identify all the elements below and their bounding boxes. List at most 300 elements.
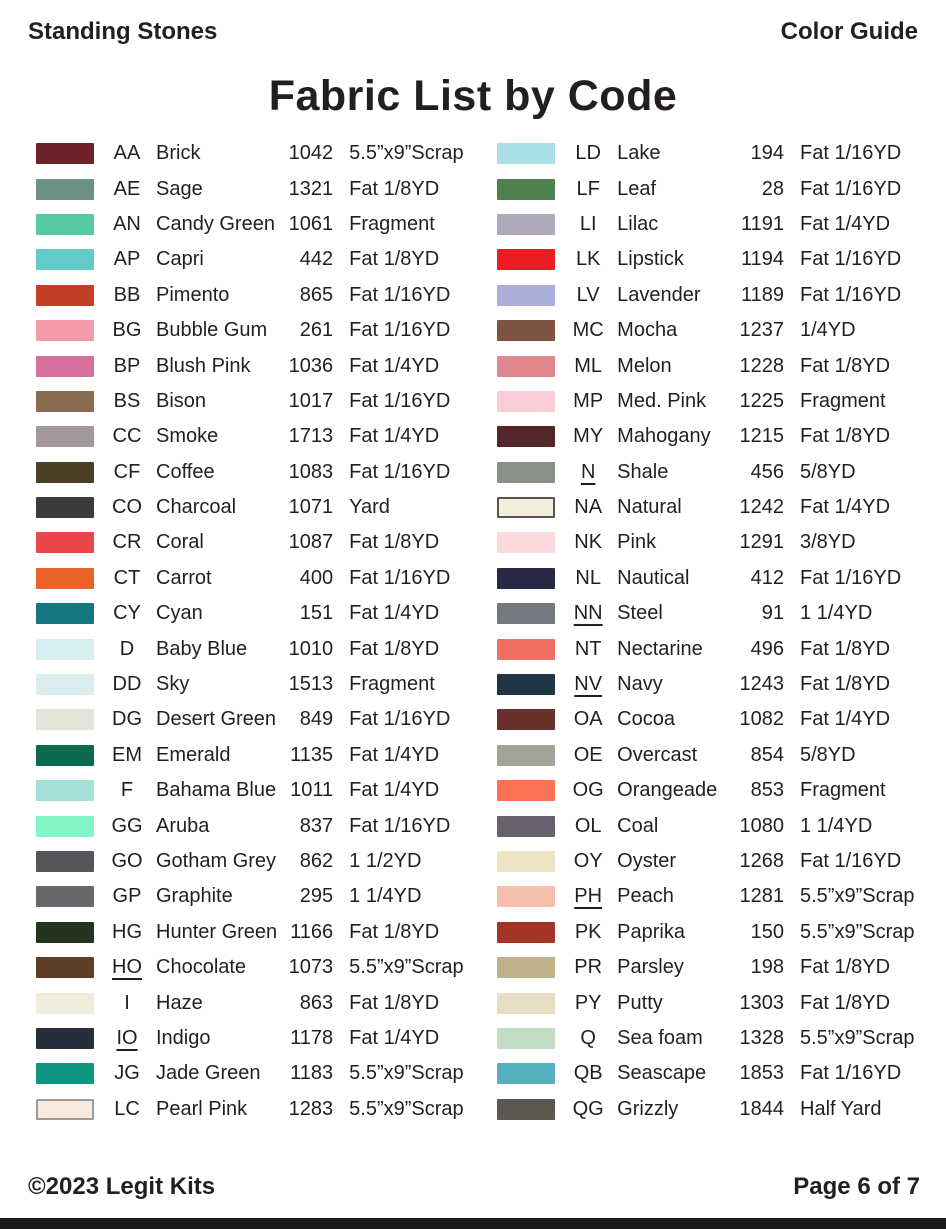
fabric-size: Fat 1/16YD [800,566,902,589]
fabric-size: Fat 1/8YD [800,673,891,696]
fabric-name: Blush Pink [156,354,251,377]
fabric-number: 1303 [739,991,784,1014]
fabric-row [36,879,469,914]
fabric-code: CT [113,566,141,589]
fabric-row [36,950,469,985]
kit-title: Standing Stones [28,18,218,45]
fabric-size: 5.5”x9”Scrap [349,1062,464,1085]
fabric-row [497,348,920,383]
fabric-name: Peach [617,885,674,908]
fabric-code: CO [112,496,142,519]
fabric-row [497,950,920,985]
fabric-number: 1713 [288,425,334,448]
fabric-name: Emerald [156,743,231,766]
color-swatch [36,886,94,907]
fabric-name: Aruba [156,814,210,837]
fabric-code: CC [112,425,142,448]
fabric-number: 1061 [288,212,334,235]
fabric-name: Brick [156,142,201,165]
fabric-row [497,596,920,631]
color-swatch [36,462,94,483]
color-swatch [36,816,94,837]
fabric-number: 1135 [290,743,334,766]
fabric-name: Pearl Pink [156,1097,248,1120]
fabric-size: Fragment [349,212,435,235]
fabric-number: 1291 [739,531,784,554]
fabric-name: Mahogany [617,425,711,448]
fabric-size: Fat 1/8YD [800,354,891,377]
fabric-number: 1215 [739,425,784,448]
fabric-number: 1194 [740,248,784,271]
fabric-name: Orangeade [617,779,718,802]
fabric-number: 1183 [290,1062,334,1085]
color-swatch [36,532,94,553]
page-number: Page 6 of 7 [793,1173,920,1200]
fabric-row [36,171,469,206]
fabric-size: Fat 1/8YD [800,991,891,1014]
fabric-number: 194 [750,142,784,165]
fabric-row [36,136,469,171]
fabric-size: Fat 1/4YD [800,496,891,519]
fabric-size: Fat 1/4YD [349,743,440,766]
fabric-size: Fat 1/16YD [349,460,451,483]
fabric-code: AP [113,248,141,271]
fabric-name: Seascape [617,1062,707,1085]
fabric-name: Steel [617,602,663,625]
fabric-name: Desert Green [156,708,277,731]
fabric-name: Bison [156,389,207,412]
fabric-code: DG [112,708,142,731]
page-title: Fabric List by Code [268,72,678,120]
fabric-code: JG [114,1062,140,1085]
fabric-number: 198 [750,956,784,979]
color-swatch [36,851,94,872]
fabric-number: 1080 [739,814,784,837]
fabric-name: Lilac [617,212,659,235]
fabric-row [36,702,469,737]
fabric-number: 1513 [288,673,334,696]
fabric-name: Jade Green [156,1062,261,1085]
fabric-row [36,384,469,419]
color-swatch [497,993,555,1014]
fabric-number: 91 [761,602,784,625]
fabric-code: PK [574,920,602,943]
fabric-row [497,702,920,737]
fabric-code: OL [574,814,602,837]
fabric-row [36,808,469,843]
color-swatch [497,356,555,377]
fabric-name: Candy Green [156,212,275,235]
fabric-name: Grizzly [617,1097,679,1120]
color-swatch [497,957,555,978]
fabric-code: LC [114,1097,140,1120]
fabric-row [497,207,920,242]
fabric-name: Lake [617,142,661,165]
fabric-size: Fat 1/8YD [349,531,440,554]
fabric-name: Shale [617,460,669,483]
color-swatch [36,1028,94,1049]
fabric-row [36,455,469,490]
fabric-number: 1321 [288,177,334,200]
fabric-name: Smoke [156,425,219,448]
fabric-row [497,844,920,879]
fabric-name: Nectarine [617,637,703,660]
fabric-code: GG [111,814,143,837]
color-swatch [497,1028,555,1049]
fabric-row [36,631,469,666]
fabric-column-right [497,136,920,1127]
fabric-row [497,738,920,773]
fabric-name: Sea foam [617,1026,703,1049]
fabric-row [36,490,469,525]
fabric-row [497,1021,920,1056]
fabric-row [497,1092,920,1127]
fabric-size: 5.5”x9”Scrap [349,1097,464,1120]
fabric-size: Fat 1/16YD [800,248,902,271]
color-swatch [36,780,94,801]
fabric-number: 1853 [739,1062,784,1085]
fabric-row [497,915,920,950]
color-swatch [497,639,555,660]
fabric-size: Fat 1/8YD [349,248,440,271]
fabric-size: Fat 1/8YD [800,425,891,448]
fabric-size: Fragment [800,389,886,412]
bottom-bar [0,1218,946,1229]
fabric-list [0,121,946,1127]
fabric-code: CR [112,531,142,554]
color-swatch [497,214,555,235]
fabric-name: Putty [617,991,663,1014]
fabric-number: 1225 [739,389,784,412]
fabric-size: 1/4YD [800,319,856,342]
fabric-name: Haze [156,991,203,1014]
color-swatch [36,214,94,235]
fabric-number: 151 [299,602,334,625]
color-swatch [36,568,94,589]
fabric-row [497,242,920,277]
fabric-size: Fat 1/4YD [349,354,440,377]
fabric-number: 496 [750,637,784,660]
fabric-name: Overcast [617,743,698,766]
fabric-number: 1011 [290,779,334,802]
fabric-row [36,985,469,1020]
fabric-name: Oyster [617,850,677,872]
color-swatch [36,1099,94,1120]
fabric-number: 1191 [740,212,784,235]
page-header [0,0,946,46]
fabric-size: Fat 1/8YD [349,637,440,660]
fabric-number: 412 [750,566,784,589]
fabric-number: 1166 [290,920,334,943]
color-swatch [497,568,555,589]
fabric-row [36,348,469,383]
color-swatch [497,851,555,872]
fabric-name: Chocolate [156,956,247,979]
fabric-code: ML [574,354,603,377]
fabric-size: 5.5”x9”Scrap [800,920,915,943]
fabric-size: Fat 1/4YD [349,602,440,625]
fabric-row [36,242,469,277]
fabric-size: Half Yard [800,1097,882,1120]
fabric-row [36,915,469,950]
fabric-size: Fat 1/16YD [349,319,451,342]
fabric-number: 1281 [739,885,784,908]
fabric-row [36,1092,469,1127]
fabric-code: NK [574,531,603,554]
color-swatch [497,497,555,518]
fabric-size: Fat 1/4YD [349,425,440,448]
fabric-size: Fragment [349,673,435,696]
fabric-code: QG [572,1097,604,1120]
fabric-row [497,525,920,560]
fabric-size: Fat 1/16YD [349,283,451,306]
fabric-name: Coal [617,814,659,837]
color-swatch [497,1063,555,1084]
fabric-name: Bubble Gum [156,319,268,342]
fabric-row [497,808,920,843]
fabric-code: I [124,991,130,1014]
fabric-name: Mocha [617,319,678,342]
fabric-code: OE [573,743,603,766]
fabric-row [36,738,469,773]
fabric-name: Bahama Blue [156,779,277,802]
fabric-code: OG [572,779,604,802]
color-swatch [497,1099,555,1120]
fabric-name: Gotham Grey [156,850,277,872]
color-swatch [36,603,94,624]
fabric-number: 1178 [290,1026,334,1049]
fabric-size: 5.5”x9”Scrap [349,956,464,979]
fabric-size: 3/8YD [800,531,856,554]
color-swatch [36,356,94,377]
fabric-number: 1010 [288,637,334,660]
color-swatch [497,886,555,907]
fabric-row [36,207,469,242]
fabric-size: Yard [349,496,390,519]
fabric-name: Parsley [617,956,684,979]
fabric-code: BS [113,389,141,412]
fabric-code: D [119,637,135,660]
fabric-row [497,667,920,702]
fabric-code: PR [574,956,603,979]
color-swatch [36,993,94,1014]
fabric-number: 1237 [739,319,784,342]
fabric-code: BB [113,283,141,306]
fabric-number: 1082 [739,708,784,731]
fabric-name: Graphite [156,885,233,908]
fabric-code: BG [112,319,142,342]
fabric-size: Fat 1/16YD [800,177,902,200]
fabric-row [497,171,920,206]
fabric-size: Fat 1/16YD [800,283,902,306]
fabric-size: 5/8YD [800,743,856,766]
fabric-row [36,844,469,879]
color-swatch [497,143,555,164]
fabric-name: Melon [617,354,672,377]
color-swatch [36,391,94,412]
color-swatch [36,285,94,306]
fabric-name: Charcoal [156,496,237,519]
fabric-code: GP [112,885,142,908]
fabric-row [36,278,469,313]
fabric-row [497,278,920,313]
fabric-name: Coffee [156,460,215,483]
fabric-code: NN [573,602,603,625]
color-swatch [36,745,94,766]
color-swatch [497,816,555,837]
fabric-size: 1 1/4YD [800,602,873,625]
fabric-code: IO [116,1026,138,1049]
fabric-size: 1 1/2YD [349,850,422,872]
fabric-code: MC [572,319,604,342]
fabric-size: Fat 1/16YD [349,566,451,589]
color-swatch [36,320,94,341]
color-swatch [36,639,94,660]
fabric-row [36,561,469,596]
fabric-code: PY [574,991,602,1014]
fabric-code: CY [113,602,141,625]
fabric-name: Indigo [156,1026,211,1049]
color-swatch [497,532,555,553]
fabric-size: Fat 1/8YD [349,920,440,943]
fabric-size: 1 1/4YD [800,814,873,837]
fabric-code: OY [573,850,603,872]
fabric-name: Baby Blue [156,637,248,660]
fabric-code: BP [113,354,141,377]
fabric-code: LV [576,283,600,306]
color-swatch [497,391,555,412]
page-footer [28,1173,920,1201]
fabric-code: NV [574,673,603,696]
color-swatch [497,674,555,695]
fabric-name: Lipstick [617,248,684,271]
fabric-row [36,1021,469,1056]
fabric-number: 1328 [739,1026,784,1049]
fabric-row [36,419,469,454]
fabric-number: 261 [299,319,334,342]
doc-type-label: Color Guide [780,18,918,45]
fabric-name: Natural [617,496,682,519]
fabric-number: 854 [750,743,784,766]
copyright: ©2023 Legit Kits [28,1173,216,1200]
fabric-number: 1228 [739,354,784,377]
color-swatch [497,426,555,447]
fabric-code: NT [574,637,602,660]
fabric-code: HG [112,920,142,943]
fabric-name: Cocoa [617,708,675,731]
fabric-size: Fat 1/4YD [800,708,891,731]
fabric-number: 400 [299,566,334,589]
fabric-row [36,667,469,702]
fabric-number: 1189 [740,283,784,306]
fabric-row [497,490,920,525]
fabric-number: 295 [299,885,334,908]
fabric-code: GO [111,850,143,872]
fabric-row [497,136,920,171]
color-swatch [497,320,555,341]
fabric-number: 1242 [739,496,784,519]
fabric-row [497,384,920,419]
color-swatch [497,285,555,306]
fabric-name: Leaf [617,177,657,200]
fabric-name: Lavender [617,283,701,306]
fabric-size: 5.5”x9”Scrap [349,142,464,165]
fabric-name: Sky [156,673,190,696]
fabric-size: Fragment [800,779,886,802]
fabric-code: DD [112,673,142,696]
fabric-code: N [580,460,596,483]
fabric-number: 456 [750,460,784,483]
fabric-number: 1042 [288,142,334,165]
fabric-row [36,596,469,631]
fabric-size: Fat 1/16YD [349,814,451,837]
fabric-number: 442 [299,248,334,271]
fabric-code: NA [574,496,603,519]
fabric-size: Fat 1/8YD [349,991,440,1014]
fabric-number: 28 [761,177,784,200]
fabric-number: 1071 [288,496,334,519]
fabric-code: PH [574,885,603,908]
fabric-code: AA [113,142,141,165]
fabric-size: 5.5”x9”Scrap [800,1026,915,1049]
color-swatch [497,780,555,801]
color-swatch [36,922,94,943]
fabric-name: Nautical [617,566,690,589]
fabric-name: Carrot [156,566,212,589]
fabric-code: LI [579,212,597,235]
fabric-row [497,561,920,596]
fabric-number: 1083 [288,460,334,483]
fabric-row [497,455,920,490]
fabric-size: 5.5”x9”Scrap [800,885,915,908]
fabric-code: NL [575,566,601,589]
fabric-number: 863 [299,991,334,1014]
fabric-size: Fat 1/16YD [349,389,451,412]
fabric-row [497,1056,920,1091]
fabric-code: LF [576,177,600,200]
color-swatch [36,1063,94,1084]
color-swatch [36,957,94,978]
fabric-code: MY [573,425,604,448]
color-swatch [497,462,555,483]
fabric-size: Fat 1/4YD [349,779,440,802]
fabric-code: CF [113,460,141,483]
color-swatch [497,249,555,270]
fabric-name: Pink [617,531,657,554]
fabric-size: Fat 1/4YD [800,212,891,235]
fabric-name: Navy [617,673,663,696]
fabric-number: 1243 [739,673,784,696]
fabric-name: Paprika [617,920,685,943]
color-swatch [497,922,555,943]
fabric-number: 865 [299,283,334,306]
fabric-code: EM [112,743,142,766]
fabric-size: Fat 1/16YD [800,1062,902,1085]
fabric-code: OA [573,708,603,731]
fabric-column-left [36,136,469,1127]
fabric-number: 1017 [288,389,334,412]
color-swatch [36,143,94,164]
fabric-number: 1087 [288,531,334,554]
fabric-code: QB [573,1062,603,1085]
fabric-size: 1 1/4YD [349,885,422,908]
color-swatch [36,249,94,270]
color-swatch [36,497,94,518]
fabric-number: 853 [750,779,784,802]
fabric-row [497,313,920,348]
fabric-code: AN [113,212,141,235]
color-swatch [497,603,555,624]
